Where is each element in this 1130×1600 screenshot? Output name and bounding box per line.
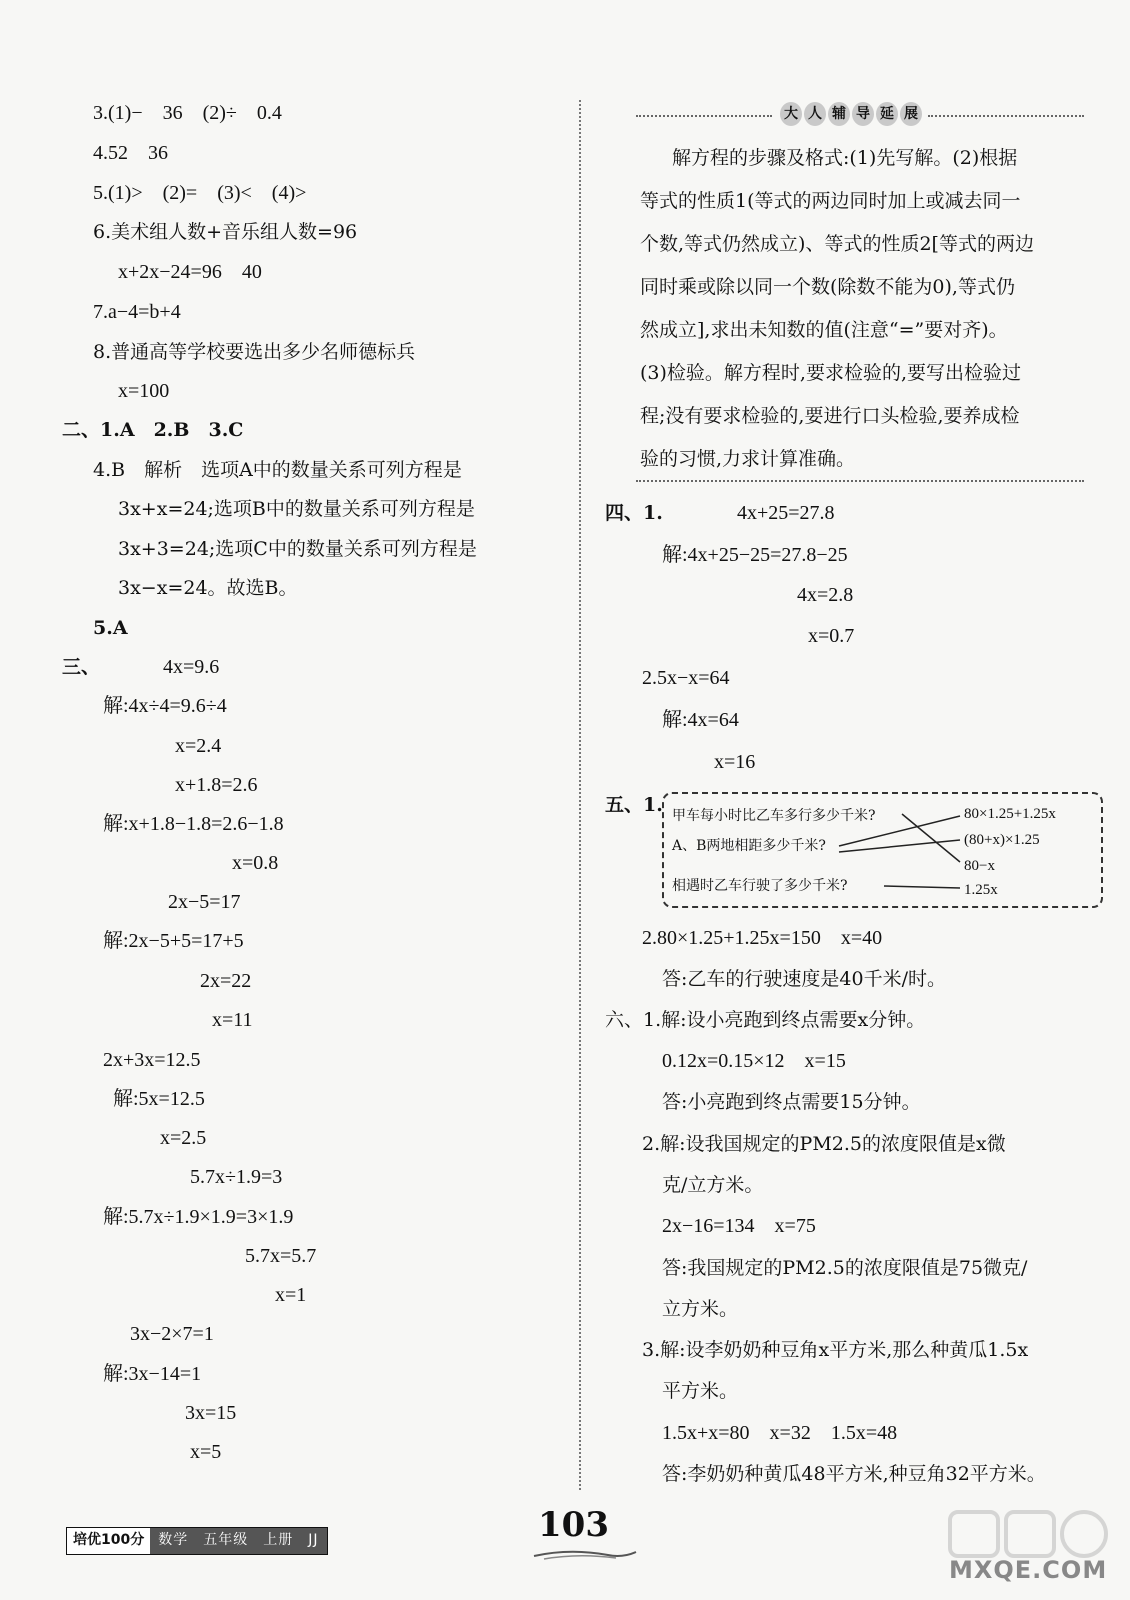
section-four: 四、1. bbox=[605, 502, 663, 524]
equation: x+1.8=2.6 bbox=[175, 774, 258, 796]
section-two: 二、1.A 2.B 3.C bbox=[62, 419, 244, 441]
equation: 4x=2.8 bbox=[797, 584, 854, 606]
badge-char: 延 bbox=[876, 102, 898, 126]
badge-char: 辅 bbox=[828, 102, 850, 126]
equation: 解:2x−5+5=17+5 bbox=[103, 930, 244, 952]
answer-line: 平方米。 bbox=[662, 1380, 739, 1402]
equation: 5.7x÷1.9=3 bbox=[190, 1166, 283, 1188]
section-five: 五、1. bbox=[605, 794, 663, 816]
equation: 解:x+1.8−1.8=2.6−1.8 bbox=[103, 813, 284, 835]
brand-label: 培优100分 bbox=[67, 1528, 150, 1554]
equation: x=1 bbox=[275, 1284, 307, 1306]
equation: 解:3x−14=1 bbox=[103, 1363, 202, 1385]
equation: 2x=22 bbox=[200, 970, 252, 992]
match-question: A、B两地相距多少千米? bbox=[672, 838, 826, 854]
answer-line: 3x+3=24;选项C中的数量关系可列方程是 bbox=[118, 538, 477, 560]
tip-text: 验的习惯,力求计算准确。 bbox=[640, 448, 856, 470]
answer-line: 4.B 解析 选项A中的数量关系可列方程是 bbox=[93, 459, 462, 481]
watermark-text: MXQE.COM bbox=[949, 1556, 1108, 1584]
equation: 3x=15 bbox=[185, 1402, 237, 1424]
answer-line: 3x−x=24。故选B。 bbox=[118, 577, 298, 599]
section-six: 六、1.解:设小亮跑到终点需要x分钟。 bbox=[605, 1009, 926, 1031]
book-footer bbox=[66, 1527, 328, 1555]
tip-text: 同时乘或除以同一个数(除数不能为0),等式仍 bbox=[640, 276, 1015, 298]
equation: 2x−5=17 bbox=[168, 891, 241, 913]
answer-line: 克/立方米。 bbox=[662, 1174, 764, 1196]
badge-char: 大 bbox=[780, 102, 802, 126]
equation: x=2.4 bbox=[175, 735, 222, 757]
page-number: 103 bbox=[538, 1505, 609, 1545]
match-answer: 1.25x bbox=[964, 882, 998, 898]
equation: 解:4x+25−25=27.8−25 bbox=[662, 544, 848, 566]
column-divider bbox=[579, 100, 581, 1490]
equation: 3x−2×7=1 bbox=[130, 1323, 214, 1345]
answer-line: 答:乙车的行驶速度是40千米/时。 bbox=[662, 968, 946, 990]
answer-line: 3.解:设李奶奶种豆角x平方米,那么种黄瓜1.5x bbox=[642, 1339, 1029, 1361]
answer-line: 4.52 36 bbox=[93, 142, 168, 164]
page-number-swoosh bbox=[530, 1548, 640, 1560]
answer-line: 8.普通高等学校要选出多少名师德标兵 bbox=[93, 341, 416, 363]
tip-text: 程;没有要求检验的,要进行口头检验,要养成检 bbox=[640, 405, 1020, 427]
tip-text: 个数,等式仍然成立)、等式的性质2[等式的两边 bbox=[640, 233, 1034, 255]
badge-char: 展 bbox=[900, 102, 922, 126]
tip-text: 解方程的步骤及格式:(1)先写解。(2)根据 bbox=[672, 147, 1018, 169]
equation: x=2.5 bbox=[160, 1127, 207, 1149]
equation: 解:4x÷4=9.6÷4 bbox=[103, 695, 227, 717]
answer-line: 立方米。 bbox=[662, 1298, 739, 1320]
equation: x=16 bbox=[714, 751, 756, 773]
equation: 2x+3x=12.5 bbox=[103, 1049, 201, 1071]
answer-line: 答:李奶奶种黄瓜48平方米,种豆角32平方米。 bbox=[662, 1463, 1046, 1485]
tip-text: (3)检验。解方程时,要求检验的,要写出检验过 bbox=[640, 362, 1021, 384]
equation: 4x+25=27.8 bbox=[737, 502, 835, 524]
match-answer: (80+x)×1.25 bbox=[964, 832, 1040, 848]
tip-text: 等式的性质1(等式的两边同时加上或减去同一 bbox=[640, 190, 1021, 212]
equation: 2x−16=134 x=75 bbox=[662, 1215, 816, 1237]
answer-line: 3x+x=24;选项B中的数量关系可列方程是 bbox=[118, 498, 475, 520]
answer-line: 7.a−4=b+4 bbox=[93, 301, 181, 323]
answer-line: x=100 bbox=[118, 380, 170, 402]
badge-rule-right bbox=[928, 115, 1084, 117]
equation: x=0.7 bbox=[808, 625, 855, 647]
equation: x=5 bbox=[190, 1441, 222, 1463]
equation: 解:4x=64 bbox=[662, 709, 739, 731]
answer-line: 2.解:设我国规定的PM2.5的浓度限值是x微 bbox=[642, 1133, 1006, 1155]
section-three: 三、 bbox=[62, 656, 101, 678]
tip-text: 然成立],求出未知数的值(注意“=”要对齐)。 bbox=[640, 319, 1008, 341]
match-answer: 80−x bbox=[964, 858, 995, 874]
answer-line: 5.(1)> (2)= (3)< (4)> bbox=[93, 182, 307, 204]
equation: 2.5x−x=64 bbox=[642, 667, 730, 689]
equation: x=11 bbox=[212, 1009, 253, 1031]
equation: 4x=9.6 bbox=[163, 656, 220, 678]
match-answer: 80×1.25+1.25x bbox=[964, 806, 1056, 822]
match-question: 甲车每小时比乙车多行多少千米? bbox=[672, 808, 876, 824]
badge-rule-left bbox=[636, 115, 772, 117]
answer-line: 6.美术组人数+音乐组人数=96 bbox=[93, 221, 358, 243]
answer-line: x+2x−24=96 40 bbox=[118, 261, 262, 283]
match-lines bbox=[664, 794, 1101, 906]
equation: x=0.8 bbox=[232, 852, 279, 874]
equation: 5.7x=5.7 bbox=[245, 1245, 317, 1267]
tip-badge bbox=[780, 102, 922, 128]
answer-line: 答:我国规定的PM2.5的浓度限值是75微克/ bbox=[662, 1257, 1028, 1279]
match-question: 相遇时乙车行驶了多少千米? bbox=[672, 878, 848, 894]
answer-line: 5.A bbox=[93, 617, 128, 639]
equation: 解:5.7x÷1.9×1.9=3×1.9 bbox=[103, 1206, 294, 1228]
book-info: 数学 五年级 上册 JJ bbox=[150, 1528, 326, 1554]
answer-line: 3.(1)− 36 (2)÷ 0.4 bbox=[93, 102, 282, 124]
answer-line: 答:小亮跑到终点需要15分钟。 bbox=[662, 1091, 921, 1113]
equation: 0.12x=0.15×12 x=15 bbox=[662, 1050, 846, 1072]
equation: 1.5x+x=80 x=32 1.5x=48 bbox=[662, 1422, 898, 1444]
badge-char: 人 bbox=[804, 102, 826, 126]
matching-box bbox=[662, 792, 1103, 908]
equation: 解:5x=12.5 bbox=[113, 1088, 205, 1110]
tip-rule-bottom bbox=[636, 480, 1084, 482]
equation: 2.80×1.25+1.25x=150 x=40 bbox=[642, 927, 883, 949]
badge-char: 导 bbox=[852, 102, 874, 126]
